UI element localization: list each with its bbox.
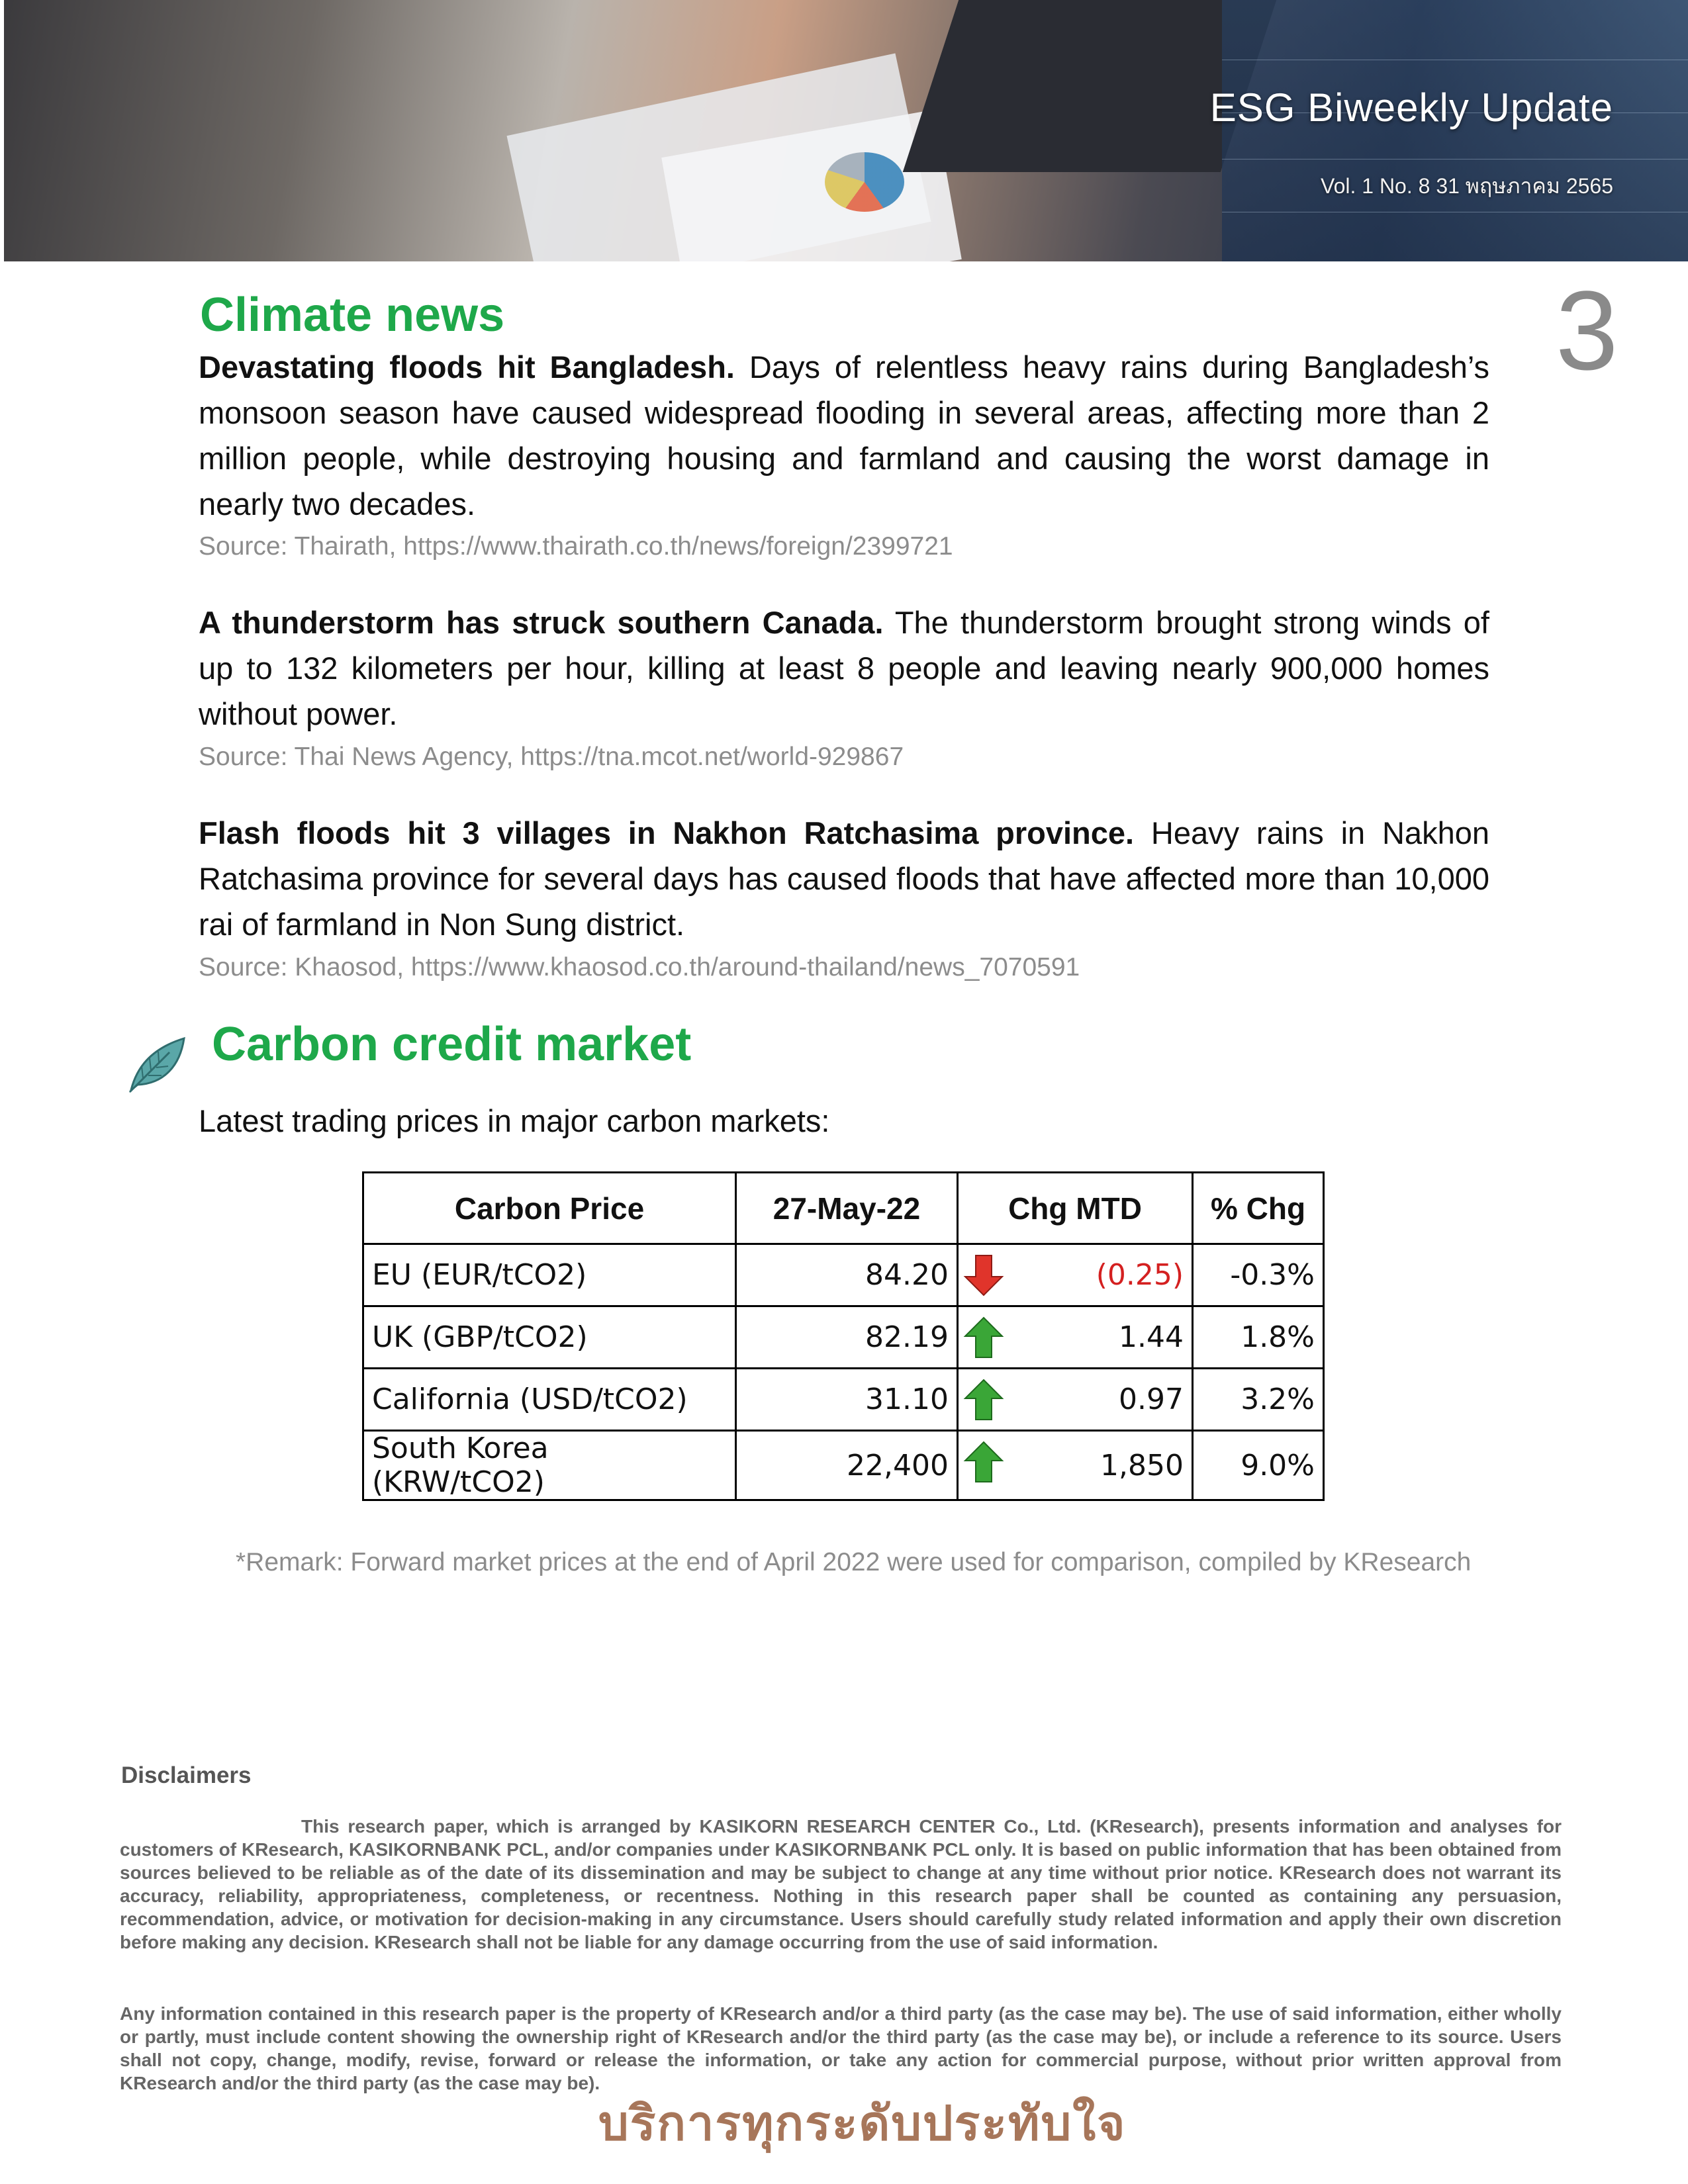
carbon-price-table bbox=[362, 1171, 1325, 1501]
news-body: Days of relentless heavy rains during Bangladesh’s monsoon season have caused widespread flooding in several areas, affecting more than 2 million people, while destroying housing and farmland and causing the worst damage in nearly two decades. bbox=[199, 349, 1489, 522]
change-cell bbox=[958, 1369, 1193, 1431]
bank-slogan: บริการทุกระดับประทับใจ bbox=[598, 2097, 1127, 2150]
carbon-market-title: Carbon credit market bbox=[212, 1018, 692, 1071]
news-item bbox=[199, 600, 1489, 737]
table-remark: *Remark: Forward market prices at the end of April 2022 were used for comparison, compiled by KResearch bbox=[236, 1548, 1472, 1576]
price-cell: 82.19 bbox=[736, 1306, 958, 1369]
news-source: Source: Thai News Agency, https://tna.mcot.net/world-929867 bbox=[199, 743, 904, 771]
up-arrow-icon bbox=[962, 1439, 1005, 1484]
banner-pie-chart-image bbox=[825, 152, 904, 212]
market-cell: UK (GBP/tCO2) bbox=[363, 1306, 736, 1369]
price-cell: 84.20 bbox=[736, 1244, 958, 1306]
percent-cell: 3.2% bbox=[1193, 1369, 1324, 1431]
newsletter-title: ESG Biweekly Update bbox=[1209, 85, 1613, 130]
down-arrow-icon bbox=[962, 1253, 1005, 1298]
market-cell: California (USD/tCO2) bbox=[363, 1369, 736, 1431]
disclaimer-paragraph bbox=[120, 1815, 1562, 1954]
column-header: Chg MTD bbox=[958, 1173, 1193, 1244]
up-arrow-icon bbox=[962, 1377, 1005, 1422]
news-item bbox=[199, 810, 1489, 947]
table-row bbox=[363, 1369, 1324, 1431]
change-value: 1,850 bbox=[1100, 1448, 1184, 1482]
price-cell: 22,400 bbox=[736, 1431, 958, 1500]
change-value: 1.44 bbox=[1119, 1320, 1184, 1354]
table-row bbox=[363, 1306, 1324, 1369]
up-arrow-icon bbox=[962, 1315, 1005, 1360]
leaf-icon bbox=[123, 1029, 189, 1095]
banner-screen-overlay bbox=[1222, 0, 1688, 261]
table-row bbox=[363, 1431, 1324, 1500]
percent-cell: -0.3% bbox=[1193, 1244, 1324, 1306]
news-source: Source: Khaosod, https://www.khaosod.co.th/around-thailand/news_7070591 bbox=[199, 953, 1080, 981]
disclaimer-text: This research paper, which is arranged by KASIKORN RESEARCH CENTER Co., Ltd. (KResearch), presents information and analyses for customers of KResearch, KASIKORNBANK PCL, and/or companies under KASIKORNBANK PCL only. It is based on public information that has been obtained from sources believed to be reliable as of the date of its dissemination and may be subject to change at any time without prior notice. KResearch does not warrant its accuracy, reliability, appropriateness, completeness, or recentness. Nothing in this research paper shall be counted as containing any persuasion, recommendation, advice, or motivation for decision-making in any circumstance. Users should carefully study related information and apply their own discretion before making any decision. KResearch shall not be liable for any damage occurring from the use of said information. bbox=[120, 1816, 1562, 1952]
news-source: Source: Thairath, https://www.thairath.co.th/news/foreign/2399721 bbox=[199, 532, 953, 561]
news-item bbox=[199, 344, 1489, 527]
column-header: % Chg bbox=[1193, 1173, 1324, 1244]
change-cell bbox=[958, 1306, 1193, 1369]
price-cell: 31.10 bbox=[736, 1369, 958, 1431]
news-headline: Flash floods hit 3 villages in Nakhon Ratchasima province. bbox=[199, 815, 1135, 850]
news-body: Heavy rains in Nakhon Ratchasima province for several days has caused floods that have affected more than 10,000 rai of farmland in Non Sung district. bbox=[199, 815, 1489, 942]
market-cell: EU (EUR/tCO2) bbox=[363, 1244, 736, 1306]
header-banner bbox=[4, 0, 1688, 261]
carbon-intro: Latest trading prices in major carbon markets: bbox=[199, 1103, 830, 1138]
climate-news-title: Climate news bbox=[200, 289, 505, 341]
news-headline: A thunderstorm has struck southern Canada. bbox=[199, 605, 884, 640]
change-cell bbox=[958, 1244, 1193, 1306]
news-body: The thunderstorm brought strong winds of up to 132 kilometers per hour, killing at least 8 people and leaving nearly 900,000 homes without power. bbox=[199, 605, 1489, 731]
change-value: (0.25) bbox=[1096, 1258, 1184, 1292]
page-number: 3 bbox=[1556, 268, 1618, 394]
change-cell bbox=[958, 1431, 1193, 1500]
disclaimer-text: Any information contained in this research paper is the property of KResearch and/or a third party (as the case may be). The use of said information, either wholly or partly, must include content showing the ownership right of KResearch and/or the third party (as the case may be), or include a reference to its source. Users shall not copy, change, modify, revise, forward or release the information, or take any action for commercial purpose, without prior written approval from KResearch and/or the third party (as the case may be). bbox=[120, 2003, 1562, 2093]
column-header: Carbon Price bbox=[363, 1173, 736, 1244]
change-value: 0.97 bbox=[1119, 1383, 1184, 1416]
percent-cell: 1.8% bbox=[1193, 1306, 1324, 1369]
table-row bbox=[363, 1244, 1324, 1306]
table-header-row bbox=[363, 1173, 1324, 1244]
disclaimer-paragraph bbox=[120, 2002, 1562, 2095]
percent-cell: 9.0% bbox=[1193, 1431, 1324, 1500]
column-header: 27-May-22 bbox=[736, 1173, 958, 1244]
issue-info: Vol. 1 No. 8 31 พฤษภาคม 2565 bbox=[1320, 174, 1613, 198]
market-cell: South Korea (KRW/tCO2) bbox=[363, 1431, 736, 1500]
news-headline: Devastating floods hit Bangladesh. bbox=[199, 349, 735, 385]
disclaimers-title: Disclaimers bbox=[121, 1762, 252, 1788]
